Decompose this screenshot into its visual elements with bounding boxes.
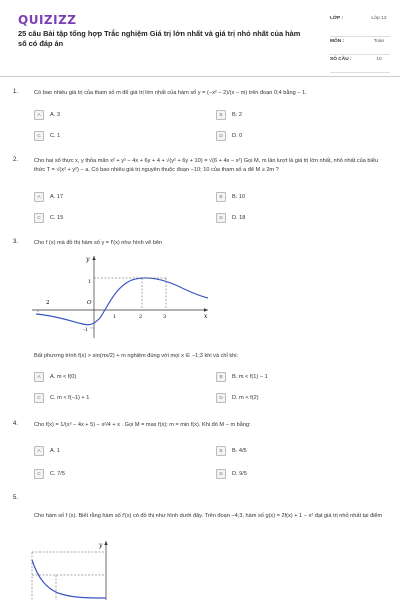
origin-label: O bbox=[87, 300, 92, 306]
option-b[interactable] bbox=[216, 110, 242, 120]
option-text: B. 10 bbox=[232, 194, 246, 200]
option-box[interactable]: B bbox=[216, 446, 226, 456]
option-box[interactable]: C bbox=[34, 213, 44, 223]
option-a[interactable] bbox=[34, 192, 63, 202]
question-number: 4. bbox=[13, 421, 19, 427]
quizizz-logo: QUIZIZZ bbox=[18, 13, 77, 27]
meta-key: SỐ CÂU : bbox=[330, 57, 352, 62]
meta-value: 10 bbox=[376, 57, 382, 62]
option-a[interactable] bbox=[34, 372, 76, 382]
question-number: 5. bbox=[13, 495, 19, 501]
option-b[interactable] bbox=[216, 446, 247, 456]
tick-label: 1 bbox=[88, 279, 92, 285]
axis-y-label: y bbox=[86, 256, 90, 263]
option-a[interactable] bbox=[34, 446, 60, 456]
question-text: Cho hai số thực x, y thỏa mãn x² + y² − 4x + 6y + 4 + √(y² + 6y + 10) = √(6 + 4x − x²) Gọi M, m lần lượt là giá trị lớn nhất, nhỏ nhất của biểu thức T = √(x² + y²) − a. Có bao nhiêu giá trị nguyên thuộc đoạn −10; 10 của tham số a để M ≥ 2m ? bbox=[34, 158, 379, 173]
meta-value: Toán bbox=[373, 39, 385, 44]
option-c[interactable] bbox=[34, 213, 63, 223]
tick-label: -1 bbox=[83, 327, 88, 333]
header bbox=[0, 0, 400, 72]
meta-panel bbox=[330, 14, 390, 73]
meta-key: LỚP : bbox=[330, 16, 344, 21]
option-text: A. m < f(0) bbox=[50, 374, 77, 380]
derivative-graph-2 bbox=[28, 538, 138, 600]
meta-row-count bbox=[330, 55, 390, 73]
question-text: Cho f (x) mà đồ thị hàm số y = f′(x) như hình vẽ bên bbox=[34, 240, 163, 246]
option-text: A. 3 bbox=[50, 112, 60, 118]
derivative-graph bbox=[28, 252, 213, 342]
question-text: Cho hàm số f (x). Biết rằng hàm số f′(x) có đồ thị như hình dưới đây. Trên đoạn −4;3, hàm số g(x) = 2f(x) + 1 − x² đạt giá trị nhỏ nhất tại điểm bbox=[34, 513, 383, 519]
option-b[interactable] bbox=[216, 372, 268, 382]
question-text: Bất phương trình f(x) > sin(πx/2) + m nghiệm đúng với mọi x ∈ −1;3 khi và chỉ khi: bbox=[34, 353, 239, 359]
option-box[interactable]: A bbox=[34, 372, 44, 382]
meta-row-class bbox=[330, 14, 390, 37]
option-box[interactable]: B bbox=[216, 372, 226, 382]
option-a[interactable] bbox=[34, 110, 60, 120]
tick-label: 2 bbox=[139, 314, 143, 320]
question-number: 3. bbox=[13, 239, 19, 245]
header-divider bbox=[0, 76, 400, 77]
meta-row-subject bbox=[330, 37, 390, 55]
meta-value: Lớp 12 bbox=[371, 16, 387, 21]
axis-y-label: y bbox=[99, 542, 103, 549]
question-number: 2. bbox=[13, 157, 19, 163]
option-text: B. m < f(1) − 1 bbox=[232, 374, 268, 380]
option-text: C. 1 bbox=[50, 133, 61, 139]
option-box[interactable]: C bbox=[34, 393, 44, 403]
option-d[interactable] bbox=[216, 131, 242, 141]
axis-x-label: x bbox=[204, 313, 208, 320]
question-text: Cho f(x) = 1/(x³ − 4x + 5) − x²/4 + x . Gọi M = max f(x); m = min f(x). Khi đó M − m bằng: bbox=[34, 422, 251, 428]
option-box[interactable]: A bbox=[34, 192, 44, 202]
tick-label: 2 bbox=[46, 300, 50, 306]
option-box[interactable]: B bbox=[216, 192, 226, 202]
option-text: B. 2 bbox=[232, 112, 242, 118]
option-box[interactable]: C bbox=[34, 131, 44, 141]
option-c[interactable] bbox=[34, 469, 65, 479]
option-text: B. 4/5 bbox=[232, 448, 247, 454]
page-title: 25 câu Bài tập tổng hợp Trắc nghiệm Giá trị lớn nhất và giá trị nhỏ nhất của hàm số có đáp án bbox=[18, 29, 301, 48]
tick-label: 1 bbox=[113, 314, 117, 320]
option-box[interactable]: D bbox=[216, 469, 226, 479]
option-text: A. 17 bbox=[50, 194, 64, 200]
option-text: D. m < f(2) bbox=[232, 395, 259, 401]
option-box[interactable]: D bbox=[216, 393, 226, 403]
question-text: Có bao nhiêu giá trị của tham số m để giá trị lớn nhất của hàm số y = (−x² − 2)/(x − m) trên đoạn 0;4 bằng − 1. bbox=[34, 90, 307, 96]
option-box[interactable]: B bbox=[216, 110, 226, 120]
option-d[interactable] bbox=[216, 469, 247, 479]
option-text: C. 15 bbox=[50, 215, 64, 221]
option-text: D. 0 bbox=[232, 133, 243, 139]
option-box[interactable]: A bbox=[34, 446, 44, 456]
option-c[interactable] bbox=[34, 131, 60, 141]
option-text: D. 18 bbox=[232, 215, 246, 221]
question-number: 1. bbox=[13, 89, 19, 95]
meta-key: MÔN : bbox=[330, 39, 345, 44]
option-text: C. 7/5 bbox=[50, 471, 65, 477]
option-box[interactable]: D bbox=[216, 131, 226, 141]
option-d[interactable] bbox=[216, 393, 259, 403]
option-box[interactable]: C bbox=[34, 469, 44, 479]
option-b[interactable] bbox=[216, 192, 245, 202]
option-text: C. m < f(−1) + 1 bbox=[50, 395, 90, 401]
option-c[interactable] bbox=[34, 393, 89, 403]
option-text: A. 1 bbox=[50, 448, 60, 454]
option-box[interactable]: A bbox=[34, 110, 44, 120]
option-d[interactable] bbox=[216, 213, 245, 223]
option-box[interactable]: D bbox=[216, 213, 226, 223]
option-text: D. 9/5 bbox=[232, 471, 247, 477]
tick-label: 3 bbox=[163, 314, 167, 320]
